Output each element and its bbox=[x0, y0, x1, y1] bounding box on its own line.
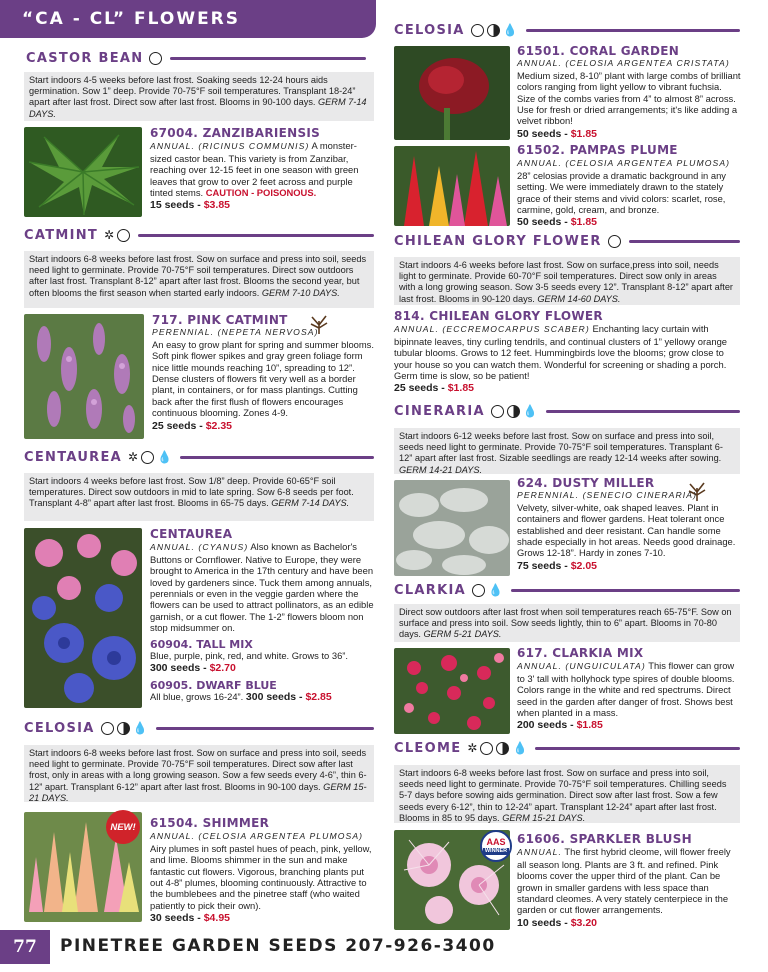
price-line: 25 seeds - $1.85 bbox=[394, 382, 474, 395]
section-heading-centaurea bbox=[24, 447, 374, 467]
full-sun-icon bbox=[491, 405, 504, 418]
bee-icon: ✲ bbox=[128, 449, 139, 464]
product-dusty-miller bbox=[517, 478, 741, 572]
product-name: 61501. CORAL GARDEN bbox=[517, 44, 680, 58]
price-line: 50 seeds - $1.85 bbox=[517, 127, 597, 140]
latin-name: ANNUAL. (CELOSIA ARGENTEA PLUMOSA) bbox=[150, 831, 364, 842]
price: $2.35 bbox=[205, 419, 232, 432]
growing-info-clarkia bbox=[394, 604, 740, 642]
seed-count: 75 seeds bbox=[517, 559, 562, 572]
section-heading-cleome bbox=[394, 738, 740, 758]
section-rule bbox=[138, 234, 374, 237]
product-name: 61504. SHIMMER bbox=[150, 816, 270, 830]
latin-name: ANNUAL. bbox=[517, 847, 562, 858]
clarkia-mix-photo bbox=[394, 648, 510, 734]
section-name: CLARKIA bbox=[394, 582, 466, 598]
product-name: 717. PINK CATMINT bbox=[152, 313, 288, 327]
product-description: An easy to grow plant for spring and summer blooms. Soft pink flower spikes and gray green foliage form nice little mounds reaching 10”, spreading to 12”. Dense clusters of flowers fit very well as a border plant, in containers, or for mass plantings. Cutting back after the first flush of flowers encourages continuous blooming. Zones 4-9. bbox=[152, 338, 374, 419]
variety-name: 60905. DWARF BLUE bbox=[150, 678, 277, 692]
part-sun-icon bbox=[507, 405, 520, 418]
latin-name: ANNUAL. (UNGUICULATA) bbox=[517, 661, 646, 672]
section-rule bbox=[629, 240, 740, 243]
seed-count: 200 seeds bbox=[517, 719, 568, 732]
full-sun-icon bbox=[149, 52, 162, 65]
water-drop-icon: 💧 bbox=[132, 720, 148, 735]
section-name: CHILEAN GLORY FLOWER bbox=[394, 233, 602, 249]
seed-count: 15 seeds bbox=[150, 199, 195, 212]
seed-count: 300 seeds bbox=[150, 662, 201, 675]
section-heading-celosia-right bbox=[394, 20, 740, 40]
germination-time: GERM 14-21 DAYS. bbox=[399, 464, 483, 475]
product-name: 617. CLARKIA MIX bbox=[517, 646, 644, 660]
product-pampas-plume bbox=[517, 145, 741, 229]
product-chilean-glory-flower bbox=[394, 311, 740, 395]
latin-name: PERENNIAL. (NEPETA NERVOSA) bbox=[152, 327, 319, 338]
growing-info-text: Direct sow outdoors after last frost when soil temperatures reach 65-75°F. Sow on surface and press into soil. Sow seeds lightly, thin to 6” apart. Blooms in 70-80 days. bbox=[399, 607, 732, 640]
seed-count: 50 seeds bbox=[517, 216, 562, 229]
product-description: A monster-sized castor bean. This variety is from Zanzibar, reaching over 12-15 feet in one season with green leaves that grow to over 2 feet across and purple tinted stems. bbox=[150, 140, 359, 199]
price-line: 25 seeds - $2.35 bbox=[152, 419, 232, 432]
price-line: 50 seeds - $1.85 bbox=[517, 216, 597, 229]
growing-info-text: Start indoors 6-8 weeks before last frost. Sow on surface and press into soil, seeds need light to germinate. Provide 70-75°F soil temperatures. Chilling seeds 5-7 days before sowing aids germination. Direct sow after last frost. Sow a few seeds every 6-12”, thin to 12-24” apart. Transplant 12-24” apart after last frost. Blooms in 85 to 95 days. bbox=[399, 768, 727, 823]
page-title: “CA - CL” FLOWERS bbox=[22, 9, 241, 29]
latin-name: ANNUAL. (CELOSIA ARGENTEA PLUMOSA) bbox=[517, 158, 731, 169]
section-heading-cineraria bbox=[394, 401, 740, 421]
page-number: 77 bbox=[0, 930, 50, 964]
water-drop-icon: 💧 bbox=[487, 582, 503, 597]
pink-catmint-photo bbox=[24, 314, 144, 439]
growing-info-cineraria bbox=[394, 428, 740, 474]
variety-description: All blue, grows 16-24”. bbox=[150, 691, 244, 703]
germination-time: GERM 15-21 DAYS. bbox=[502, 812, 586, 823]
section-name: CINERARIA bbox=[394, 403, 485, 419]
latin-name: ANNUAL. (ECCREMOCARPUS SCABER) bbox=[394, 324, 590, 335]
part-sun-icon bbox=[487, 24, 500, 37]
product-description: Enchanting lacy curtain with bipinnate leaves, tiny curling tendrils, and continual clusters of 1” yellowy orange tubular blooms. Grows to 12 feet. Hummingbirds love the blooms; grow close to your house so you can watch them. Wonderful for screening or shading a porch. Germ time is slow, so be patient! bbox=[394, 323, 727, 382]
price-line: 15 seeds - $3.85 bbox=[150, 199, 230, 212]
price: $3.20 bbox=[570, 916, 597, 929]
aas-winner-badge bbox=[480, 830, 512, 862]
full-sun-icon bbox=[117, 229, 130, 242]
latin-name: ANNUAL. (RICINUS COMMUNIS) bbox=[150, 141, 310, 152]
section-name: CELOSIA bbox=[394, 22, 465, 38]
seed-count: 300 seeds bbox=[245, 691, 297, 704]
latin-name: ANNUAL. (CYANUS) bbox=[150, 542, 249, 553]
price: $2.05 bbox=[570, 559, 597, 572]
product-name: CENTAUREA bbox=[150, 527, 233, 541]
product-sparkler-blush bbox=[517, 834, 741, 929]
price: $1.85 bbox=[447, 382, 474, 395]
product-description: 28” celosias provide a dramatic background in any setting. We were immediately drawn to the stately grace of their stems and vivid colors: scarlet, rose, carmine, gold, cream, and bronze. bbox=[517, 169, 726, 216]
price-line: 200 seeds - $1.85 bbox=[517, 719, 603, 732]
germination-time: GERM 7-10 DAYS. bbox=[261, 287, 340, 298]
price-line: 75 seeds - $2.05 bbox=[517, 559, 597, 572]
germination-time: GERM 7-14 DAYS. bbox=[271, 498, 350, 509]
castor-bean-photo bbox=[24, 127, 142, 217]
section-name: CENTAUREA bbox=[24, 449, 123, 465]
growing-info-text: Start indoors 6-8 weeks before last frost. Sow on surface and press into soil, seeds need light to germinate. Provide 70-75°F soil temperatures. Direct sow outdoors after last frost. Transplant 8-12” apart after last frost. Blooms the second year, but often blooms the first season when started early indoors. bbox=[29, 254, 367, 298]
dusty-miller-photo bbox=[394, 480, 510, 576]
price: $1.85 bbox=[570, 216, 597, 229]
product-zanzibariensis bbox=[150, 128, 374, 212]
full-sun-icon bbox=[471, 24, 484, 37]
section-heading-castor-bean bbox=[26, 48, 366, 68]
price-line: 30 seeds - $4.95 bbox=[150, 912, 230, 925]
full-sun-icon bbox=[472, 584, 485, 597]
product-centaurea bbox=[150, 529, 374, 704]
growing-info-cleome bbox=[394, 765, 740, 823]
growing-info-celosia bbox=[24, 745, 374, 802]
price: $3.85 bbox=[203, 199, 230, 212]
section-rule bbox=[156, 727, 374, 730]
price: $1.85 bbox=[576, 719, 603, 732]
water-drop-icon: 💧 bbox=[522, 403, 538, 418]
growing-info-castor-bean bbox=[24, 72, 374, 121]
growing-info-text: Start indoors 4-6 weeks before last frost. Sow on surface,press into soil, needs light to germinate. Provide 60-70°F soil temperatures. Direct sow only in areas with a long growing season. Sow 3-5 seeds every 12”. Transplant 8-12” apart after last frost. Blooms in 90-120 days. bbox=[399, 260, 733, 304]
price: $2.85 bbox=[305, 691, 332, 704]
germination-time: GERM 5-21 DAYS. bbox=[423, 629, 502, 640]
variety-name: 60904. TALL MIX bbox=[150, 637, 253, 651]
seed-count: 50 seeds bbox=[517, 127, 562, 140]
aas-badge-title: AAS bbox=[486, 836, 506, 847]
part-sun-icon bbox=[496, 742, 509, 755]
growing-info-text: Start indoors 4-5 weeks before last frost. Soaking seeds 12-24 hours aids germination. Sow 1” deep. Provide 70-75°F soil temperatures. Transplant 18-24” apart after last frost. Direct sow after last frost. Blooms in 90-100 days. bbox=[29, 75, 356, 108]
germination-time: GERM 7-14 DAYS. bbox=[29, 97, 367, 119]
growing-info-centaurea bbox=[24, 473, 374, 521]
full-sun-icon bbox=[608, 235, 621, 248]
seed-count: 25 seeds bbox=[152, 419, 197, 432]
price-line: 300 seeds - $2.70 bbox=[150, 662, 236, 675]
price-line: 10 seeds - $3.20 bbox=[517, 916, 597, 929]
variety-line bbox=[150, 691, 374, 703]
growing-info-text: Start indoors 4 weeks before last frost. Sow 1/8” deep. Provide 60-65°F soil temperatures. Direct sow outdoors in mid to late spring. Sow 6-8 seeds per foot. Transplant 4-8” apart after last frost. Blooms in 65-75 days. bbox=[29, 476, 354, 509]
section-rule bbox=[526, 29, 740, 32]
section-name: CELOSIA bbox=[24, 720, 95, 736]
section-rule bbox=[180, 456, 374, 459]
product-shimmer bbox=[150, 818, 374, 925]
variety-description: Blue, purple, pink, red, and white. Grows to 36”. bbox=[150, 650, 349, 662]
coral-garden-photo bbox=[394, 46, 510, 140]
section-name: CASTOR BEAN bbox=[26, 50, 144, 66]
product-pink-catmint bbox=[152, 315, 374, 432]
new-badge: NEW! bbox=[106, 810, 140, 844]
water-drop-icon: 💧 bbox=[512, 740, 528, 755]
germination-time: GERM 14-60 DAYS. bbox=[537, 293, 621, 304]
product-name: 814. CHILEAN GLORY FLOWER bbox=[394, 309, 603, 323]
growing-info-chilean-glory-flower bbox=[394, 257, 740, 305]
price: $1.85 bbox=[570, 127, 597, 140]
germination-time: GERM 15-21 DAYS. bbox=[29, 781, 367, 803]
bee-icon: ✲ bbox=[467, 740, 478, 755]
seed-count: 25 seeds bbox=[394, 382, 439, 395]
seed-count: 10 seeds bbox=[517, 916, 562, 929]
centaurea-photo bbox=[24, 528, 142, 708]
growing-info-catmint bbox=[24, 251, 374, 308]
product-coral-garden bbox=[517, 46, 741, 140]
caution-note: CAUTION - POISONOUS. bbox=[205, 187, 317, 199]
product-name: 624. DUSTY MILLER bbox=[517, 476, 655, 490]
growing-info-text: Start indoors 6-12 weeks before last frost. Sow on surface and press into soil, seeds need light to germinate. Provide 70-75°F soil temperatures. Transplant 6-12” apart after last frost. Sizable seedlings are ready 12-14 weeks after sowing. bbox=[399, 431, 723, 464]
price-line: 300 seeds - $2.85 bbox=[245, 691, 332, 704]
latin-name: ANNUAL. (CELOSIA ARGENTEA CRISTATA) bbox=[517, 58, 730, 69]
pampas-plume-photo bbox=[394, 146, 510, 226]
full-sun-icon bbox=[101, 722, 114, 735]
bee-icon: ✲ bbox=[104, 227, 115, 242]
section-heading-clarkia bbox=[394, 580, 740, 600]
latin-name: PERENNIAL. (SENECIO CINERARIA) bbox=[517, 490, 698, 501]
price: $2.70 bbox=[209, 662, 236, 675]
product-name: 67004. ZANZIBARIENSIS bbox=[150, 126, 321, 140]
product-name: 61606. SPARKLER BLUSH bbox=[517, 832, 693, 846]
product-name: 61502. PAMPAS PLUME bbox=[517, 143, 678, 157]
section-rule bbox=[535, 747, 740, 750]
product-description: Airy plumes in soft pastel hues of peach, pink, yellow, and lime. Blooms shimmer in the sun and make fantastic cut flowers. Vigorous, branching plants put out 4-8” plumes, blooming continuously. Attractive to the bumblebees and the pinetree staff (who waited patiently to pick their own). bbox=[150, 842, 372, 911]
section-rule bbox=[170, 57, 366, 60]
growing-info-text: Start indoors 6-8 weeks before last frost. Sow on surface and press into soil, seeds need light to germinate. Provide 70-75°F soil temperatures. Direct sow after last frost, only in areas with a long growing season. Sow a few seeds every 4-6”, thin 6-12” apart. Transplant 6-12” apart after last frost. Blooms in 90-100 days. bbox=[29, 748, 367, 792]
section-name: CLEOME bbox=[394, 740, 462, 756]
part-sun-icon bbox=[117, 722, 130, 735]
product-clarkia-mix bbox=[517, 648, 741, 732]
section-rule bbox=[511, 589, 740, 592]
full-sun-icon bbox=[141, 451, 154, 464]
product-description: The first hybrid cleome, will flower freely all season long. Plants are 3 ft. and refined. Pink blooms cover the upper third of the plant. Can be grown in smaller gardens with less space than standard cleomes. A very stately centerpiece in the garden or cut flower arrangements. bbox=[517, 846, 731, 916]
page-banner bbox=[0, 0, 376, 38]
product-description: Medium sized, 8-10” plant with large combs of brilliant colors ranging from light yellow to vibrant fuchsia. Size of the combs varies from 4” to almost 8” across. Use for fresh or dried arrangements; it's like adding a velvet ribbon! bbox=[517, 69, 741, 127]
section-heading-celosia bbox=[24, 718, 374, 738]
product-description: Velvety, silver-white, oak shaped leaves. Plant in containers and flower gardens. Heat tolerant once established and deer resistant. Can handle some shade especially in hot areas. Needs good drainage. Grows 12-18”. Hardy in zones 7-10. bbox=[517, 501, 736, 559]
section-rule bbox=[546, 410, 740, 413]
product-description: This flower can grow to 3' tall with hollyhock type spires of double blooms. Colors range in the white and red spectrums. Direct seed in the garden after danger of frost. Shows best when planted in a mass. bbox=[517, 660, 735, 719]
seed-count: 30 seeds bbox=[150, 912, 195, 925]
footer-company-phone: PINETREE GARDEN SEEDS 207-926-3400 bbox=[60, 936, 496, 956]
full-sun-icon bbox=[480, 742, 493, 755]
section-heading-chilean-glory-flower bbox=[394, 231, 740, 251]
product-description: Also known as Bachelor's Buttons or Cornflower. Native to Europe, they were brought to America in the 17th century and have been loved by gardeners since. Tuck them among annuals, perennials or even in the veggie garden where the flowers can be used to attract pollinators, as an edible garnish, or a cut flower. The 1-2” flowers bloom non stop midsummer on. bbox=[150, 541, 374, 634]
section-heading-catmint bbox=[24, 225, 374, 245]
aas-badge-subtitle: WINNER bbox=[484, 847, 508, 854]
water-drop-icon: 💧 bbox=[502, 22, 518, 37]
water-drop-icon: 💧 bbox=[157, 449, 173, 464]
price: $4.95 bbox=[203, 912, 230, 925]
section-name: CATMINT bbox=[24, 227, 99, 243]
